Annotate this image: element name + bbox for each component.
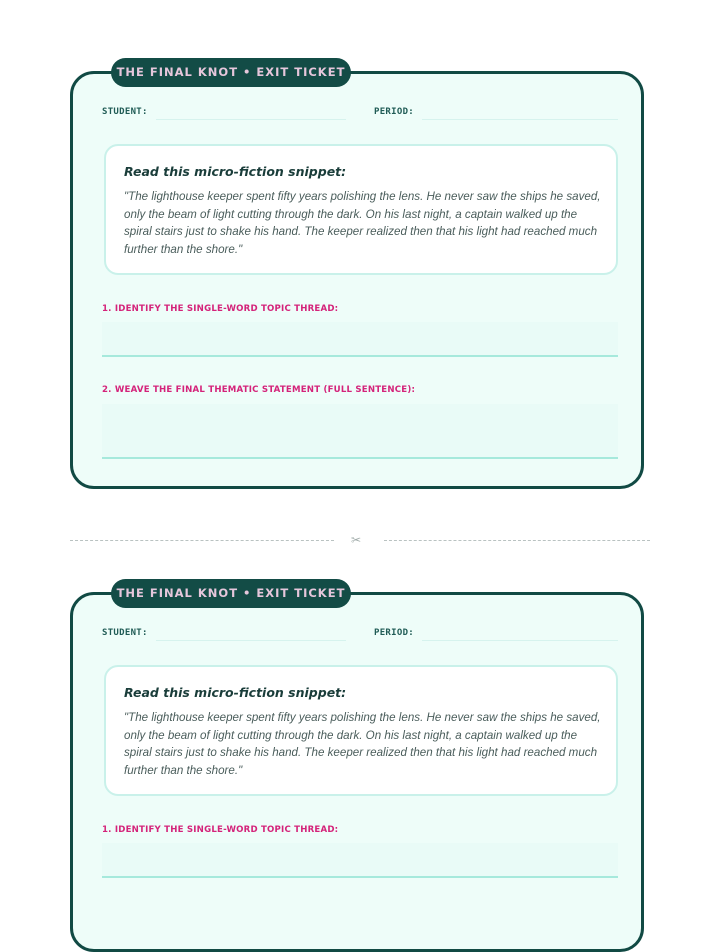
ticket-title-tab: THE FINAL KNOT • EXIT TICKET (111, 58, 351, 87)
student-label: STUDENT: (102, 628, 148, 638)
cut-line-right (384, 540, 650, 541)
question-2-label: 2. WEAVE THE FINAL THEMATIC STATEMENT (FULL SENTENCE): (102, 385, 416, 395)
snippet-quote: "The lighthouse keeper spent fifty years polishing the lens. He never saw the ships he saved, only the beam of light cutting through the dark. On his last night, a captain walked up the spiral stairs just to shake his hand. The keeper realized then that his light had reached much further than the shore." (124, 711, 601, 777)
student-label: STUDENT: (102, 107, 148, 117)
exit-ticket-1 (70, 65, 644, 489)
cut-line-left (70, 540, 334, 541)
snippet-card (104, 665, 618, 796)
snippet-card (104, 144, 618, 275)
topic-thread-answer[interactable] (102, 322, 618, 357)
period-field[interactable] (422, 640, 618, 641)
snippet-heading: Read this micro-fiction snippet: (124, 685, 347, 700)
ticket-title-tab: THE FINAL KNOT • EXIT TICKET (111, 579, 351, 608)
snippet-quote: "The lighthouse keeper spent fifty years polishing the lens. He never saw the ships he saved, only the beam of light cutting through the dark. On his last night, a captain walked up the spiral stairs just to shake his hand. The keeper realized then that his light had reached much further than the shore." (124, 190, 601, 256)
question-1-label: 1. IDENTIFY THE SINGLE-WORD TOPIC THREAD: (102, 304, 339, 314)
topic-thread-answer[interactable] (102, 843, 618, 878)
period-label: PERIOD: (374, 628, 415, 638)
student-field[interactable] (156, 119, 346, 120)
period-field[interactable] (422, 119, 618, 120)
scissors-icon: ✂ (351, 533, 362, 547)
period-label: PERIOD: (374, 107, 415, 117)
thematic-statement-answer[interactable] (102, 404, 618, 459)
exit-ticket-2 (70, 586, 644, 952)
snippet-heading: Read this micro-fiction snippet: (124, 164, 347, 179)
student-field[interactable] (156, 640, 346, 641)
question-1-label: 1. IDENTIFY THE SINGLE-WORD TOPIC THREAD: (102, 825, 339, 835)
